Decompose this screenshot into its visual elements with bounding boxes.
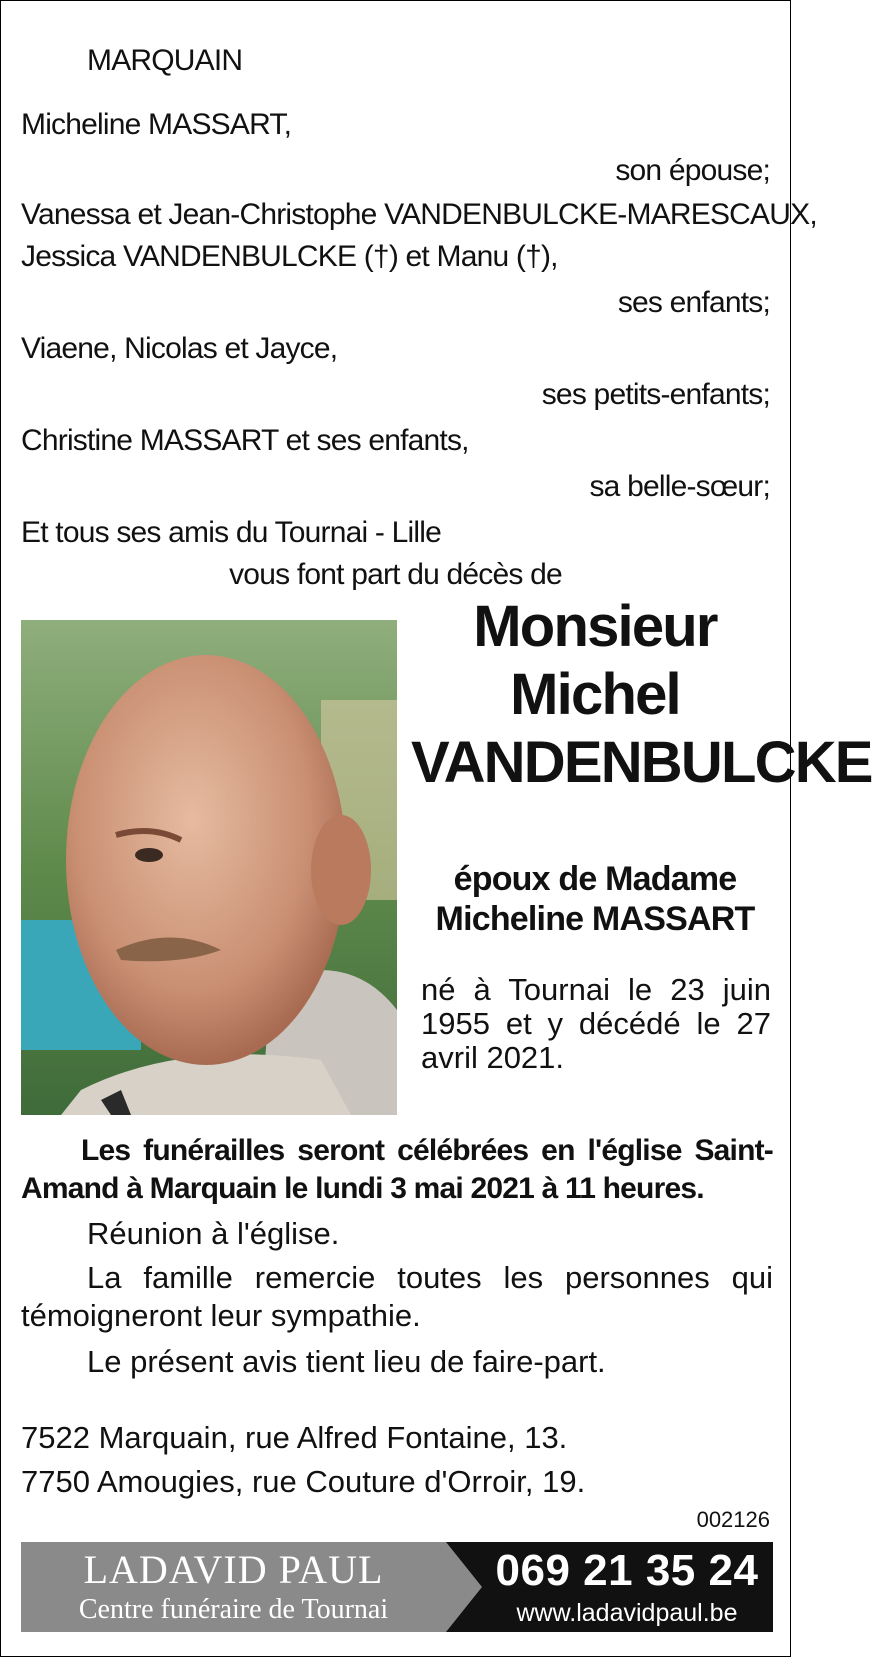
family-line: Et tous ses amis du Tournai - Lille: [21, 516, 441, 549]
relation-line: sa belle-sœur;: [589, 470, 770, 503]
funeral-meeting: Réunion à l'église.: [87, 1216, 340, 1251]
birth-death-dates: né à Tournai le 23 juin 1955 et y décédé le 27 avril 2021.: [421, 972, 771, 1075]
funeral-home-subtitle: Centre funéraire de Tournai: [78, 1594, 389, 1625]
family-line: Micheline MASSART,: [21, 108, 292, 141]
family-thanks: La famille remercie toutes les personnes qui témoigneront leur sympathie.: [21, 1260, 773, 1333]
address-line: 7522 Marquain, rue Alfred Fontaine, 13.: [21, 1420, 568, 1455]
banner-arrow: [446, 1542, 482, 1632]
deceased-title: Monsieur: [473, 594, 717, 659]
spouse-name: Micheline MASSART: [435, 900, 755, 938]
relation-line: ses petits-enfants;: [541, 378, 770, 411]
family-line: Jessica VANDENBULCKE (†) et Manu (†),: [21, 240, 558, 273]
place-heading: MARQUAIN: [87, 44, 243, 77]
deceased-first-name: Michel: [510, 662, 680, 727]
deceased-last-name: VANDENBULCKE: [411, 730, 872, 795]
funeral-home-name: LADAVID PAUL: [83, 1547, 384, 1592]
relation-line: ses enfants;: [617, 286, 770, 319]
website-link[interactable]: www.ladavidpaul.be: [516, 1599, 738, 1627]
spouse-line: époux de Madame: [453, 860, 737, 898]
funeral-home-banner: [21, 1542, 773, 1632]
family-line: Viaene, Nicolas et Jayce,: [21, 332, 338, 365]
phone-number[interactable]: 069 21 35 24: [495, 1546, 759, 1595]
family-line: Christine MASSART et ses enfants,: [21, 424, 469, 457]
deceased-photo: [21, 620, 397, 1115]
announcement-line: vous font part du décès de: [229, 558, 562, 591]
funeral-ceremony: Les funérailles seront célébrées en l'église Saint-Amand à Marquain le lundi 3 mai 2021 à 11 heures.: [21, 1134, 773, 1205]
notice-statement: Le présent avis tient lieu de faire-part.: [87, 1344, 606, 1379]
address-line: 7750 Amougies, rue Couture d'Orroir, 19.: [21, 1464, 586, 1499]
relation-line: son épouse;: [615, 154, 770, 187]
reference-number: 002126: [696, 1507, 770, 1532]
family-line: Vanessa et Jean-Christophe VANDENBULCKE-MARESCAUX,: [21, 198, 817, 231]
